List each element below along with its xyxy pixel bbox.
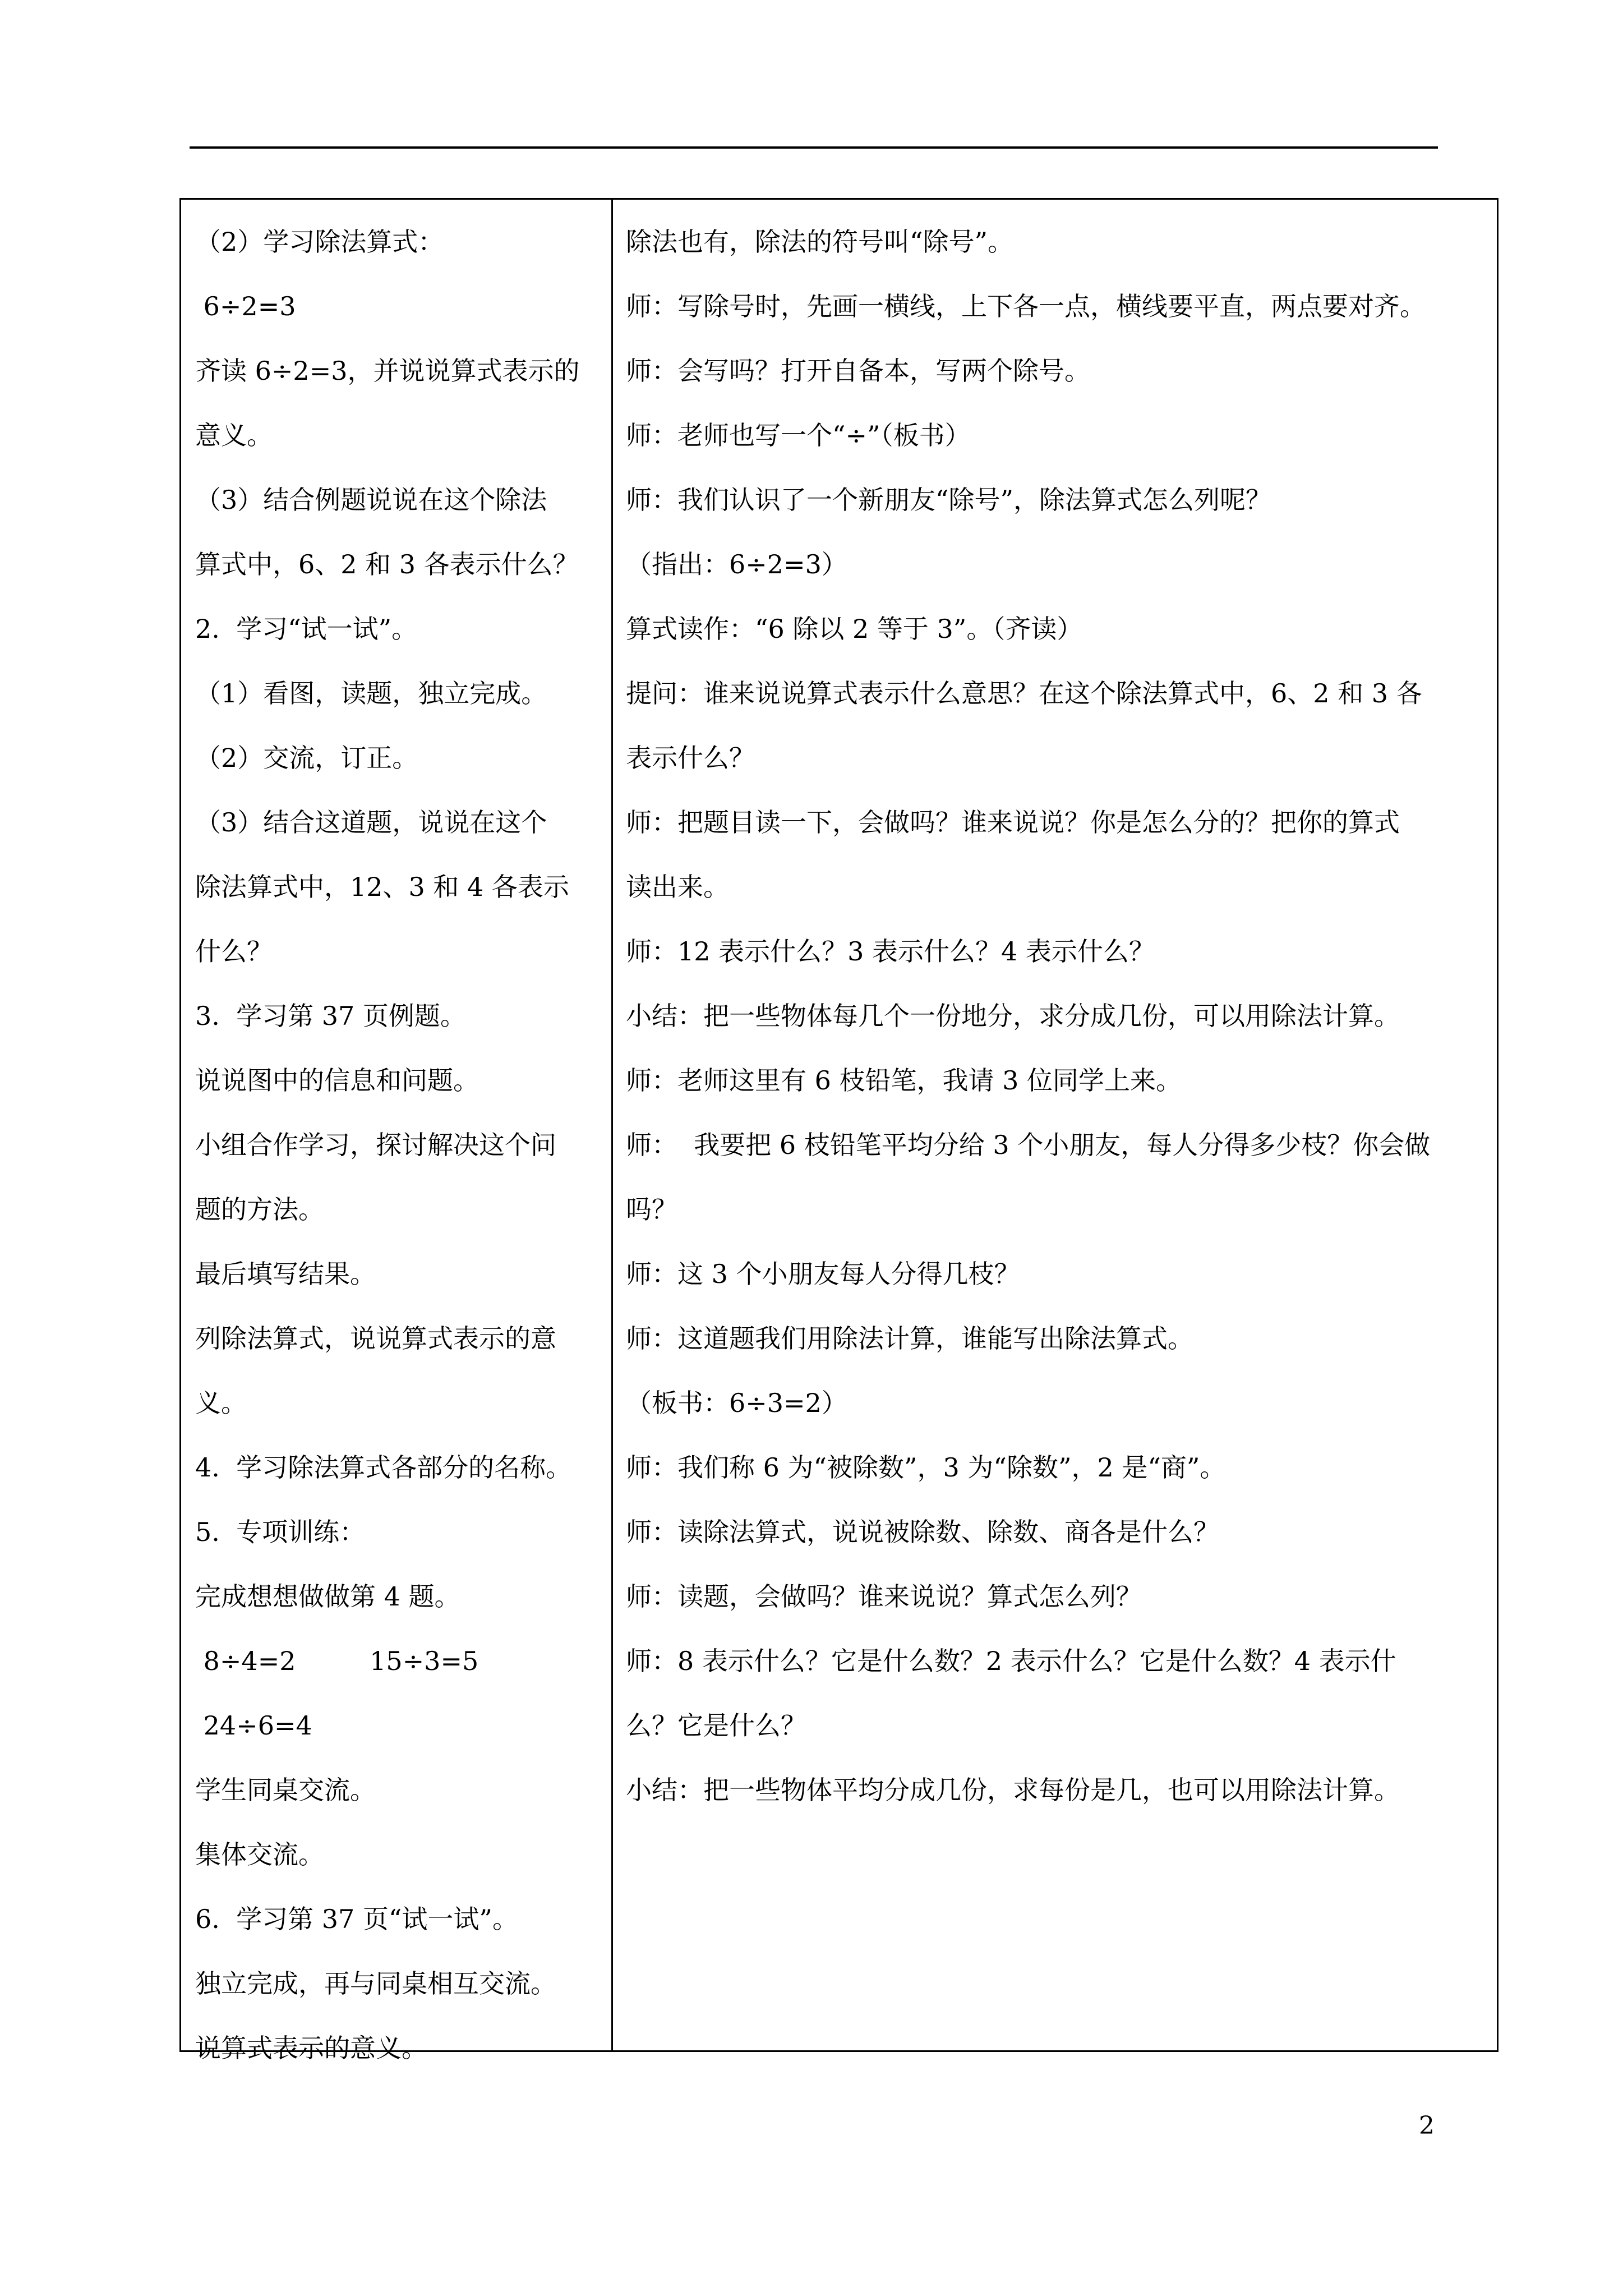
text-line: （1）看图，读题，独立完成。	[195, 678, 547, 708]
text-line: 意义。	[195, 420, 273, 450]
text-line: 除法算式中，12、3 和 4 各表示	[195, 872, 569, 902]
text-line: 表示什么？	[626, 743, 755, 773]
text-line: 师：12 表示什么？3 表示什么？4 表示什么？	[626, 936, 1155, 967]
text-line: （3）结合这道题，说说在这个	[195, 807, 547, 838]
text-line: 24÷6=4	[195, 1710, 312, 1741]
text-line: 小组合作学习，探讨解决这个问	[195, 1130, 556, 1160]
text-line: 独立完成，再与同桌相互交流。	[195, 1968, 556, 1999]
text-line: （指出：6÷2=3）	[626, 549, 847, 579]
column-divider	[611, 200, 613, 2050]
text-line: 么？它是什么？	[626, 1710, 806, 1741]
text-line: 师：老师也写一个“÷”（板书）	[626, 420, 971, 450]
student-activity-column	[195, 210, 599, 2081]
text-line: 读出来。	[626, 872, 729, 902]
text-line: （2）学习除法算式：	[195, 227, 444, 257]
lesson-table	[179, 198, 1498, 2063]
text-line: 师：读除法算式，说说被除数、除数、商各是什么？	[626, 1517, 1219, 1547]
text-line: 小结：把一些物体每几个一份地分，求分成几份，可以用除法计算。	[626, 1001, 1400, 1031]
text-line: 师：老师这里有 6 枝铅笔，我请 3 位同学上来。	[626, 1065, 1182, 1096]
text-line: 师：8 表示什么？它是什么数？2 表示什么？它是什么数？4 表示什	[626, 1646, 1396, 1676]
text-line: 2. 学习“试一试”。	[195, 614, 418, 644]
text-line: 师：读题，会做吗？谁来说说？算式怎么列？	[626, 1581, 1142, 1612]
text-line: 说说图中的信息和问题。	[195, 1065, 479, 1096]
text-line: 师： 我要把 6 枝铅笔平均分给 3 个小朋友，每人分得多少枝？你会做	[626, 1130, 1431, 1160]
text-line: 最后填写结果。	[195, 1259, 376, 1289]
text-line: 算式中，6、2 和 3 各表示什么？	[195, 549, 579, 579]
text-line: 6÷2=3	[195, 291, 296, 321]
text-line: 什么？	[195, 936, 273, 967]
text-line: 小结：把一些物体平均分成几份，求每份是几，也可以用除法计算。	[626, 1775, 1400, 1805]
text-line: 吗？	[626, 1194, 677, 1225]
text-line: 师：这 3 个小朋友每人分得几枝？	[626, 1259, 1020, 1289]
text-line: （3）结合例题说说在这个除法	[195, 485, 547, 515]
text-line: （2）交流，订正。	[195, 743, 418, 773]
text-line: 算式读作：“6 除以 2 等于 3”。（齐读）	[626, 614, 1083, 644]
text-line: 师：我们称 6 为“被除数”，3 为“除数”，2 是“商”。	[626, 1452, 1226, 1483]
text-line: 集体交流。	[195, 1839, 324, 1870]
text-line: 8÷4=2 15÷3=5	[195, 1646, 479, 1676]
text-line: 4. 学习除法算式各部分的名称。	[195, 1452, 572, 1483]
text-line: 除法也有，除法的符号叫“除号”。	[626, 227, 1014, 257]
text-line: 列除法算式，说说算式表示的意	[195, 1323, 556, 1354]
text-line: 师：会写吗？打开自备本，写两个除号。	[626, 356, 1090, 386]
text-line: 说算式表示的意义。	[195, 2033, 427, 2063]
teacher-dialogue-column	[626, 210, 1490, 1823]
text-line: 完成想想做做第 4 题。	[195, 1581, 460, 1612]
text-line: 师：写除号时，先画一横线，上下各一点，横线要平直，两点要对齐。	[626, 291, 1426, 321]
header-rule	[190, 146, 1438, 149]
text-line: 师：我们认识了一个新朋友“除号”，除法算式怎么列呢？	[626, 485, 1272, 515]
page-number: 2	[1419, 2111, 1435, 2140]
text-line: 题的方法。	[195, 1194, 324, 1225]
text-line: 提问：谁来说说算式表示什么意思？在这个除法算式中，6、2 和 3 各	[626, 678, 1422, 708]
text-line: 6. 学习第 37 页“试一试”。	[195, 1904, 518, 1934]
text-line: （板书：6÷3=2）	[626, 1388, 847, 1418]
text-line: 3. 学习第 37 页例题。	[195, 1001, 466, 1031]
text-line: 师：把题目读一下，会做吗？谁来说说？你是怎么分的？把你的算式	[626, 807, 1400, 838]
text-line: 齐读 6÷2=3，并说说算式表示的	[195, 356, 580, 386]
text-line: 师：这道题我们用除法计算，谁能写出除法算式。	[626, 1323, 1193, 1354]
text-line: 学生同桌交流。	[195, 1775, 376, 1805]
text-line: 5. 专项训练：	[195, 1517, 366, 1547]
text-line: 义。	[195, 1388, 247, 1418]
